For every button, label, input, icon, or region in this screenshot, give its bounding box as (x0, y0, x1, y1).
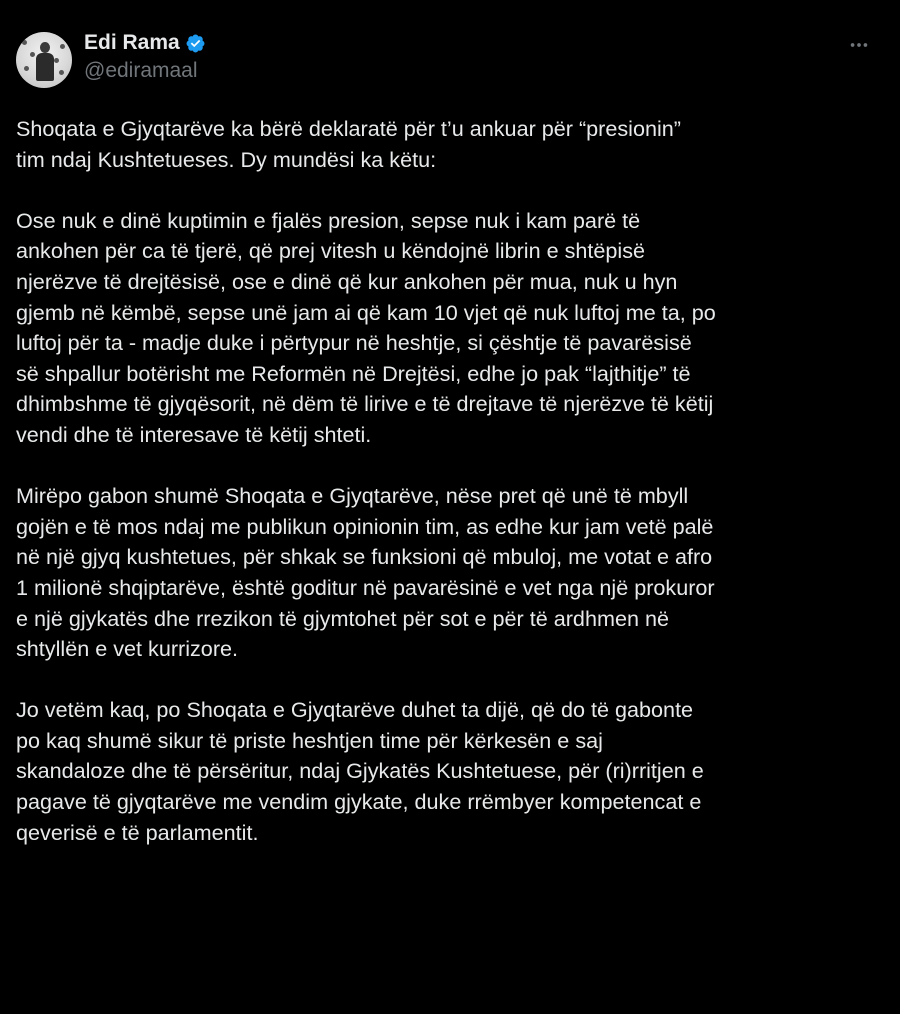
author-display-name[interactable]: Edi Rama (84, 31, 180, 54)
tweet-paragraph: Ose nuk e dinë kuptimin e fjalës presion, sepse nuk i kam parë të ankohen për ca të tjerë, që prej vitesh u këndojnë librin e shtëpisë njerëzve të drejtësisë, ose e dinë që kur ankohen për mua, nuk u hyn gjemb në këmbë, sepse unë jam ai që kam 10 vjet që nuk luftoj me ta, po luftoj për ta - madje duke i përtypur në heshtje, si çështje të pavarësisë së shpallur botërisht me Reformën në Drejtësi, edhe jo pak “lajthitje” të dhimbshme të gjyqësorit, në dëm të lirive e të drejtave të njerëzve të këtij vendi dhe të interesave të këtij shteti. (16, 207, 716, 447)
tweet-paragraph: Shoqata e Gjyqtarëve ka bërë deklaratë për t’u ankuar për “presionin” tim ndaj Kushtetueses. Dy mundësi ka këtu: (16, 116, 681, 172)
author-handle[interactable]: @ediramaal (84, 59, 198, 82)
tweet-paragraph: Jo vetëm kaq, po Shoqata e Gjyqtarëve duhet ta dijë, që do të gabonte po kaq shumë sikur të priste heshtjen time për kërkesën e saj skandaloze dhe të përsëritur, ndaj Gjykatës Kushtetuese, për (ri)rritjen e pagave të gjyqtarëve me vendim gjykate, duke rrëmbyer kompetencat e qeverisë e të parlamentit. (16, 697, 704, 845)
tweet-text (16, 114, 886, 879)
verified-badge-icon (185, 33, 206, 54)
tweet-header (16, 26, 878, 96)
avatar[interactable] (16, 32, 72, 88)
author-name-row (84, 28, 206, 58)
author-names (84, 28, 206, 83)
more-options-icon (848, 34, 870, 61)
more-options-button[interactable] (842, 32, 876, 62)
tweet-paragraph: Mirëpo gabon shumë Shoqata e Gjyqtarëve, nëse pret që unë të mbyll gojën e të mos ndaj me publikun opinionin tim, as edhe kur jam vetë palë në një gjyq kushtetues, për shkak se funksioni që mbuloj, me votat e afro 1 milionë shqiptarëve, është goditur në pavarësinë e vet nga një prokuror e një gjykatës dhe rrezikon të gjymtohet për sot e për të ardhmen në shtyllën e vet kurrizore. (16, 483, 715, 662)
